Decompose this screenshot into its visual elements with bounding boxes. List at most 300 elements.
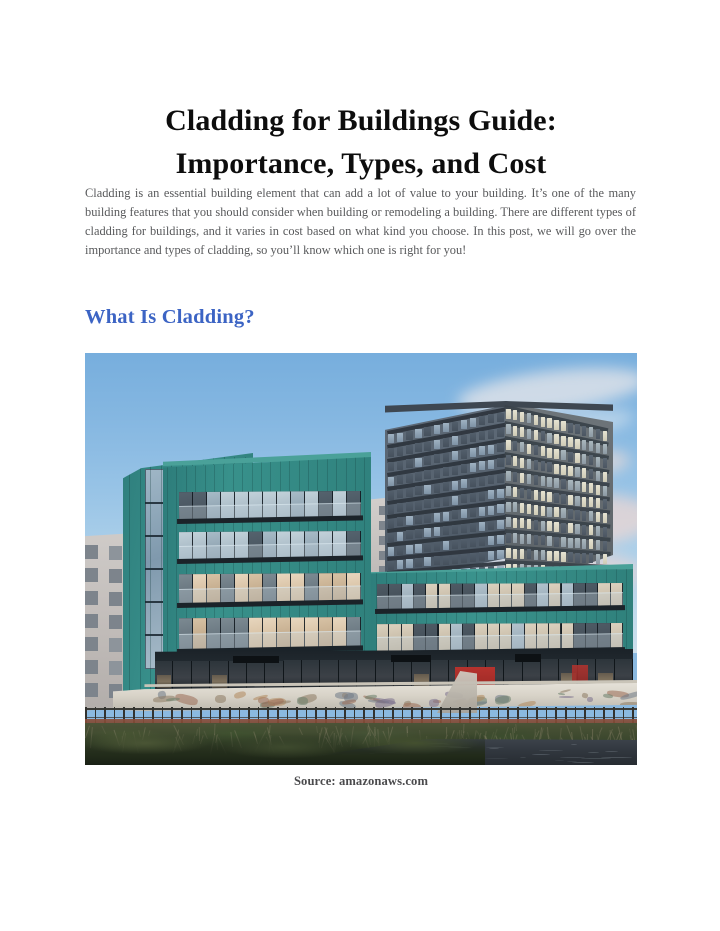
tower-window: [497, 550, 503, 559]
tower-window: [582, 426, 587, 436]
water-ripple: [532, 754, 550, 755]
tower-window: [547, 433, 552, 443]
tower-window: [513, 533, 518, 543]
tower-window: [603, 554, 608, 564]
page-title-line-2: Importance, Types, and Cost: [175, 146, 547, 180]
tower-window: [527, 444, 532, 454]
tower-window: [443, 423, 449, 432]
tower-window: [479, 507, 485, 516]
tower-window: [415, 529, 421, 538]
tower-window: [568, 480, 573, 490]
tower-window: [397, 433, 403, 442]
water-ripple: [555, 760, 564, 761]
tower-window: [589, 455, 594, 465]
tower-window: [406, 516, 412, 525]
tower-window: [554, 493, 559, 503]
tower-window: [575, 453, 580, 463]
tower-window: [582, 482, 587, 492]
tower-window: [527, 489, 532, 499]
tower-window: [568, 538, 573, 548]
tower-window: [603, 499, 608, 509]
tower-window: [470, 463, 476, 472]
tower-window: [424, 543, 430, 552]
tower-window: [443, 556, 449, 565]
tower-window: [554, 478, 559, 488]
tower-window: [589, 525, 594, 535]
graffiti-mark: [297, 697, 308, 705]
tower-window: [461, 524, 467, 533]
tower-window: [547, 536, 552, 546]
cladding-seam: [364, 457, 365, 667]
tower-window: [554, 464, 559, 474]
cladding-seam: [140, 457, 141, 703]
tower-window: [506, 440, 511, 450]
tower-window: [406, 459, 412, 468]
tower-window: [513, 472, 518, 482]
tower-window: [582, 553, 587, 563]
tower-window: [443, 541, 449, 550]
tower-window: [603, 431, 608, 441]
tower-window: [547, 448, 552, 458]
tower-window: [461, 435, 467, 444]
tower-window: [561, 436, 566, 446]
tower-window: [406, 474, 412, 483]
tower-window: [470, 553, 476, 562]
tower-window: [575, 496, 580, 506]
tower-window: [452, 496, 458, 505]
tower-window: [461, 420, 467, 429]
tower-window: [589, 497, 594, 507]
tower-window: [434, 498, 440, 507]
shopfront-sign: [391, 655, 431, 662]
shopfront-pane: [357, 660, 375, 690]
tower-window: [561, 421, 566, 431]
tower-window: [424, 528, 430, 537]
tower-window: [443, 453, 449, 462]
tower-window: [541, 476, 546, 486]
tower-window: [470, 508, 476, 517]
tower-window: [589, 483, 594, 493]
page-title: [85, 100, 637, 185]
tower-window: [415, 515, 421, 524]
left-wing-window: [109, 569, 122, 583]
tower-window: [424, 470, 430, 479]
tower-window: [488, 445, 494, 454]
tower-window: [443, 512, 449, 521]
tower-window: [506, 533, 511, 543]
tower-window: [603, 486, 608, 496]
vegetation-twig: [316, 726, 318, 733]
tower-window: [541, 550, 546, 560]
tower-window: [547, 492, 552, 502]
water-ripple: [571, 744, 578, 745]
tower-window: [479, 446, 485, 455]
tower-window: [415, 558, 421, 567]
tower-window: [568, 523, 573, 533]
tower-window: [479, 431, 485, 440]
tower-window: [397, 532, 403, 541]
tower-window: [397, 447, 403, 456]
tower-window: [479, 492, 485, 501]
tower-window: [488, 506, 494, 515]
left-wing-window: [109, 638, 122, 652]
tower-window: [424, 557, 430, 566]
tower-window: [561, 465, 566, 475]
tower-window: [461, 479, 467, 488]
tower-window: [434, 542, 440, 551]
tower-window: [434, 527, 440, 536]
tower-window: [513, 441, 518, 451]
fence-top-rail: [85, 708, 637, 710]
tower-window: [397, 560, 403, 569]
tower-window: [554, 434, 559, 444]
tower-window: [488, 536, 494, 545]
tower-window: [596, 429, 601, 439]
red-sign-panel: [572, 665, 588, 681]
tower-window: [397, 546, 403, 555]
tower-window: [575, 538, 580, 548]
tower-window: [596, 540, 601, 550]
tower-window: [596, 498, 601, 508]
tower-window: [534, 475, 539, 485]
tower-window: [575, 524, 580, 534]
tower-window: [452, 436, 458, 445]
tower-window: [488, 475, 494, 484]
tower-window: [497, 474, 503, 483]
tower-window: [443, 526, 449, 535]
cladding-seam: [129, 457, 130, 703]
left-wing-window: [109, 661, 122, 675]
tower-window: [603, 541, 608, 551]
tall-tower-building: [385, 385, 613, 585]
tower-window: [470, 448, 476, 457]
tower-window: [461, 464, 467, 473]
vegetation-twig: [407, 726, 408, 733]
tower-window: [541, 461, 546, 471]
tower-window: [561, 523, 566, 533]
tower-window: [461, 554, 467, 563]
tower-window: [497, 504, 503, 513]
tower-window: [397, 503, 403, 512]
tower-window: [541, 506, 546, 516]
tower-window: [397, 517, 403, 526]
tower-window: [534, 535, 539, 545]
water-ripple: [539, 750, 563, 751]
tower-window: [527, 549, 532, 559]
tower-window: [452, 555, 458, 564]
tower-window: [568, 466, 573, 476]
tower-window: [388, 561, 394, 570]
tower-window: [534, 505, 539, 515]
tower-window: [415, 472, 421, 481]
tower-window: [479, 522, 485, 531]
tower-window: [589, 427, 594, 437]
shopfront-sign: [515, 654, 541, 662]
tower-window: [527, 504, 532, 514]
cladding-seam: [167, 457, 168, 667]
tower-window: [547, 521, 552, 531]
shopfront-pane: [394, 660, 412, 690]
tower-window: [520, 473, 525, 483]
tower-window: [520, 427, 525, 437]
tower-window: [434, 425, 440, 434]
tower-window: [406, 431, 412, 440]
water-ripple: [489, 748, 499, 749]
tower-window: [596, 457, 601, 467]
graffiti-mark: [215, 695, 226, 703]
tower-window: [554, 449, 559, 459]
tower-window: [554, 507, 559, 517]
tower-window: [452, 481, 458, 490]
tower-window: [479, 416, 485, 425]
tower-window: [406, 488, 412, 497]
tower-window: [520, 503, 525, 513]
tower-window: [541, 535, 546, 545]
tower-window: [397, 489, 403, 498]
left-wing-window: [109, 546, 122, 560]
tower-window: [388, 462, 394, 471]
tower-window: [434, 454, 440, 463]
tower-window: [452, 451, 458, 460]
tower-window: [596, 471, 601, 481]
tower-window: [541, 446, 546, 456]
left-wing-window: [85, 637, 98, 651]
tower-window: [589, 553, 594, 563]
tower-window: [596, 554, 601, 564]
tower-window: [561, 494, 566, 504]
foreground-vegetation: [85, 733, 485, 765]
tower-window: [520, 549, 525, 559]
tower-window: [506, 486, 511, 496]
tower-window: [561, 552, 566, 562]
tower-window: [452, 510, 458, 519]
tower-window: [388, 547, 394, 556]
tower-window: [497, 443, 503, 452]
tower-window: [527, 459, 532, 469]
tower-window: [541, 491, 546, 501]
tower-window: [424, 456, 430, 465]
tower-window: [388, 505, 394, 514]
water-ripple: [605, 751, 618, 752]
tower-window: [388, 448, 394, 457]
tower-window: [452, 540, 458, 549]
tower-window: [424, 442, 430, 451]
tower-window: [568, 495, 573, 505]
tower-window: [497, 428, 503, 437]
left-wing-window: [85, 683, 98, 697]
main-teal-block: [163, 457, 371, 667]
tower-window: [388, 533, 394, 542]
tower-window: [527, 519, 532, 529]
tower-window: [547, 477, 552, 487]
tower-window: [575, 510, 580, 520]
graffiti-mark: [233, 691, 246, 700]
tower-window: [561, 450, 566, 460]
tower-window: [506, 409, 511, 419]
vegetation-twig: [515, 724, 517, 731]
tower-window: [513, 502, 518, 512]
tower-window: [470, 478, 476, 487]
tower-window: [575, 481, 580, 491]
tower-window: [575, 424, 580, 434]
tower-window: [415, 458, 421, 467]
tower-window: [596, 512, 601, 522]
graffiti-mark: [602, 693, 613, 699]
tower-window: [554, 551, 559, 561]
water-ripple: [572, 762, 595, 763]
tower-window: [415, 486, 421, 495]
tower-window: [479, 537, 485, 546]
shopfront-pane: [302, 660, 320, 690]
tower-window: [534, 520, 539, 530]
tower-window: [527, 429, 532, 439]
tower-window: [513, 426, 518, 436]
tower-window: [406, 545, 412, 554]
vegetation-twig: [587, 734, 588, 740]
tower-window: [589, 441, 594, 451]
tower-window: [603, 513, 608, 523]
tower-window: [582, 440, 587, 450]
tower-window: [520, 534, 525, 544]
tower-window: [488, 490, 494, 499]
tower-window: [541, 521, 546, 531]
tower-window: [561, 508, 566, 518]
tower-window: [589, 511, 594, 521]
tower-window: [388, 519, 394, 528]
tower-window: [479, 461, 485, 470]
tower-window: [488, 414, 494, 423]
tower-window: [406, 445, 412, 454]
tower-window: [603, 458, 608, 468]
tower-window: [603, 527, 608, 537]
left-wing-window: [85, 545, 98, 559]
tower-window: [603, 472, 608, 482]
water-ripple: [588, 752, 599, 753]
left-wing-window: [85, 660, 98, 674]
water-ripple: [520, 757, 526, 758]
tower-window: [415, 501, 421, 510]
left-wing-window: [85, 568, 98, 582]
tower-window: [488, 521, 494, 530]
tower-window: [434, 469, 440, 478]
shopfront-pane: [339, 660, 357, 690]
tower-window: [443, 482, 449, 491]
tower-window: [534, 550, 539, 560]
vegetation-twig: [571, 732, 573, 740]
intro-paragraph: Cladding is an essential building element that can add a lot of value to your building. It’s one of the many building features that you should consider when building or remodeling a building. There are different types of cladding for buildings, and it varies in cost based on what kind you choose. In this post, we will go over the importance and types of cladding, so you’ll know which one is right for you!: [85, 186, 636, 257]
tower-window: [568, 509, 573, 519]
tower-window: [470, 538, 476, 547]
shopfront-pane: [284, 660, 302, 690]
tower-window: [497, 489, 503, 498]
tower-window: [520, 458, 525, 468]
tower-window: [589, 539, 594, 549]
tower-window: [513, 456, 518, 466]
tower-window: [568, 552, 573, 562]
tower-window: [506, 471, 511, 481]
tower-window: [513, 518, 518, 528]
tower-window: [568, 423, 573, 433]
tower-window: [582, 497, 587, 507]
tower-window: [568, 452, 573, 462]
tower-window: [520, 412, 525, 422]
tower-window: [582, 454, 587, 464]
tower-window: [443, 467, 449, 476]
left-wing-window: [85, 614, 98, 628]
tower-window: [470, 523, 476, 532]
tower-window: [541, 431, 546, 441]
tower-window: [520, 518, 525, 528]
tower-window: [461, 450, 467, 459]
tower-window: [541, 417, 546, 427]
tower-window: [603, 444, 608, 454]
tower-window: [534, 460, 539, 470]
tower-window: [596, 526, 601, 536]
cladding-seam: [150, 457, 151, 703]
tower-window: [461, 509, 467, 518]
tower-window: [452, 422, 458, 431]
page-title-line-1: Cladding for Buildings Guide:: [165, 104, 557, 138]
tower-window: [596, 443, 601, 453]
tower-window: [479, 552, 485, 561]
tower-window: [575, 439, 580, 449]
graffiti-mark: [558, 692, 566, 695]
tower-window: [568, 437, 573, 447]
tower-window: [589, 469, 594, 479]
tower-window: [415, 429, 421, 438]
tower-window: [506, 548, 511, 558]
tower-window: [488, 430, 494, 439]
tower-window: [575, 467, 580, 477]
tower-window: [513, 410, 518, 420]
tower-window: [547, 462, 552, 472]
tower-window: [520, 442, 525, 452]
left-wing-window: [109, 592, 122, 606]
tower-window: [479, 477, 485, 486]
tower-window: [388, 491, 394, 500]
tower-window: [461, 494, 467, 503]
tower-window: [443, 438, 449, 447]
shopfront-pane: [320, 660, 338, 690]
tower-window: [497, 458, 503, 467]
tower-window: [582, 511, 587, 521]
tower-window: [415, 544, 421, 553]
graffiti-mark: [559, 695, 574, 697]
tower-window: [513, 549, 518, 559]
tower-window: [513, 487, 518, 497]
tower-window: [470, 493, 476, 502]
tower-window: [547, 551, 552, 561]
tower-window: [434, 556, 440, 565]
tower-window: [488, 551, 494, 560]
tower-window: [470, 433, 476, 442]
tower-window: [388, 477, 394, 486]
tower-window: [424, 485, 430, 494]
tower-window: [520, 488, 525, 498]
tower-window: [506, 455, 511, 465]
tower-window: [461, 539, 467, 548]
tower-window: [527, 534, 532, 544]
tower-window: [506, 517, 511, 527]
shopfront-sign: [233, 656, 279, 663]
section-heading-what-is-cladding: What Is Cladding?: [85, 306, 255, 328]
tower-window: [547, 418, 552, 428]
tower-window: [527, 413, 532, 423]
tower-window: [452, 466, 458, 475]
figure-building-cladding: [85, 353, 637, 789]
tower-window: [452, 525, 458, 534]
tower-window: [554, 420, 559, 430]
